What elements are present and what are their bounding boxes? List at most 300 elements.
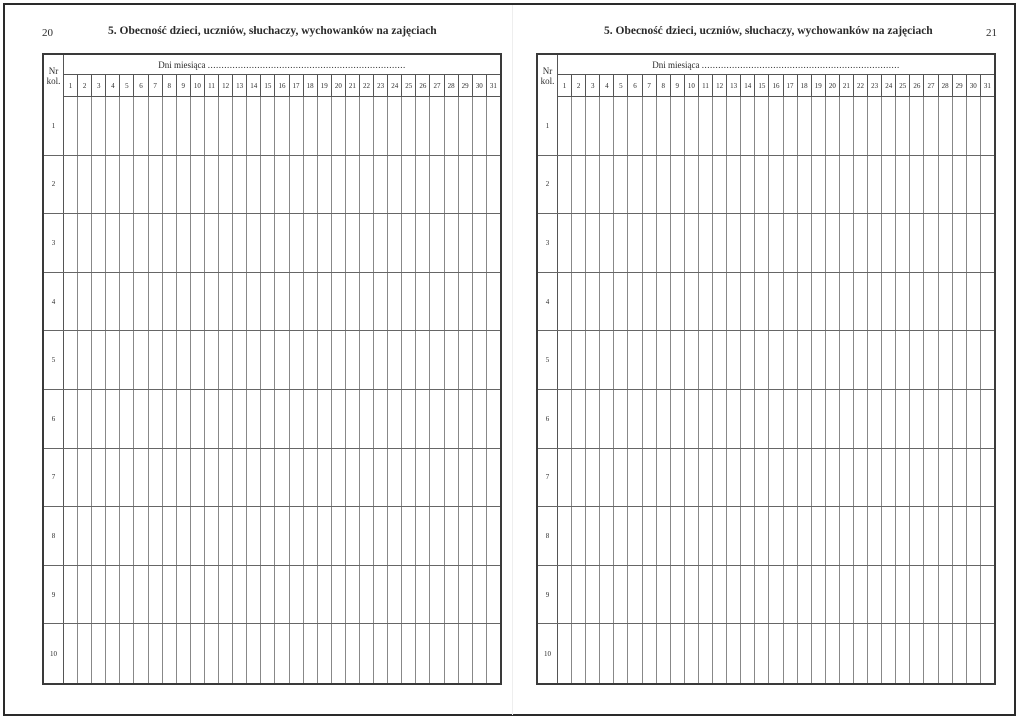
attendance-cell[interactable] xyxy=(133,624,147,683)
attendance-cell[interactable] xyxy=(472,331,486,389)
attendance-cell[interactable] xyxy=(458,273,472,331)
attendance-cell[interactable] xyxy=(811,624,825,683)
attendance-cell[interactable] xyxy=(726,390,740,448)
attendance-cell[interactable] xyxy=(839,566,853,624)
attendance-cell[interactable] xyxy=(585,507,599,565)
attendance-cell[interactable] xyxy=(740,449,754,507)
attendance-cell[interactable] xyxy=(726,156,740,214)
attendance-cell[interactable] xyxy=(613,156,627,214)
attendance-cell[interactable] xyxy=(289,273,303,331)
attendance-cell[interactable] xyxy=(317,214,331,272)
attendance-cell[interactable] xyxy=(670,390,684,448)
attendance-cell[interactable] xyxy=(571,331,585,389)
attendance-cell[interactable] xyxy=(768,624,782,683)
attendance-cell[interactable] xyxy=(712,156,726,214)
attendance-cell[interactable] xyxy=(754,390,768,448)
attendance-cell[interactable] xyxy=(148,273,162,331)
attendance-cell[interactable] xyxy=(980,624,994,683)
attendance-cell[interactable] xyxy=(923,507,937,565)
attendance-cell[interactable] xyxy=(825,214,839,272)
attendance-cell[interactable] xyxy=(148,507,162,565)
attendance-cell[interactable] xyxy=(754,449,768,507)
attendance-cell[interactable] xyxy=(444,624,458,683)
attendance-cell[interactable] xyxy=(712,390,726,448)
attendance-cell[interactable] xyxy=(119,331,133,389)
attendance-cell[interactable] xyxy=(64,566,77,624)
attendance-cell[interactable] xyxy=(558,97,571,155)
attendance-cell[interactable] xyxy=(218,449,232,507)
attendance-cell[interactable] xyxy=(77,97,91,155)
attendance-cell[interactable] xyxy=(783,507,797,565)
attendance-cell[interactable] xyxy=(867,390,881,448)
attendance-cell[interactable] xyxy=(740,156,754,214)
attendance-cell[interactable] xyxy=(909,156,923,214)
attendance-cell[interactable] xyxy=(317,273,331,331)
attendance-cell[interactable] xyxy=(825,390,839,448)
attendance-cell[interactable] xyxy=(387,273,401,331)
attendance-cell[interactable] xyxy=(91,156,105,214)
attendance-cell[interactable] xyxy=(881,156,895,214)
attendance-cell[interactable] xyxy=(980,566,994,624)
attendance-cell[interactable] xyxy=(429,97,443,155)
attendance-cell[interactable] xyxy=(64,156,77,214)
attendance-cell[interactable] xyxy=(656,273,670,331)
attendance-cell[interactable] xyxy=(387,449,401,507)
attendance-cell[interactable] xyxy=(91,449,105,507)
attendance-cell[interactable] xyxy=(895,97,909,155)
attendance-cell[interactable] xyxy=(274,273,288,331)
attendance-cell[interactable] xyxy=(613,624,627,683)
attendance-cell[interactable] xyxy=(783,331,797,389)
attendance-cell[interactable] xyxy=(401,97,415,155)
attendance-cell[interactable] xyxy=(627,566,641,624)
attendance-cell[interactable] xyxy=(77,156,91,214)
attendance-cell[interactable] xyxy=(825,273,839,331)
attendance-cell[interactable] xyxy=(811,507,825,565)
attendance-cell[interactable] xyxy=(232,507,246,565)
attendance-cell[interactable] xyxy=(839,507,853,565)
attendance-cell[interactable] xyxy=(486,390,500,448)
attendance-cell[interactable] xyxy=(881,507,895,565)
attendance-cell[interactable] xyxy=(77,449,91,507)
attendance-cell[interactable] xyxy=(698,449,712,507)
attendance-cell[interactable] xyxy=(613,331,627,389)
attendance-cell[interactable] xyxy=(472,390,486,448)
attendance-cell[interactable] xyxy=(204,331,218,389)
attendance-cell[interactable] xyxy=(260,331,274,389)
attendance-cell[interactable] xyxy=(162,624,176,683)
attendance-cell[interactable] xyxy=(627,390,641,448)
attendance-cell[interactable] xyxy=(232,214,246,272)
attendance-cell[interactable] xyxy=(429,214,443,272)
attendance-cell[interactable] xyxy=(148,97,162,155)
attendance-cell[interactable] xyxy=(190,624,204,683)
attendance-cell[interactable] xyxy=(980,214,994,272)
attendance-cell[interactable] xyxy=(966,156,980,214)
attendance-cell[interactable] xyxy=(571,566,585,624)
attendance-cell[interactable] xyxy=(204,566,218,624)
attendance-cell[interactable] xyxy=(387,156,401,214)
attendance-cell[interactable] xyxy=(740,97,754,155)
attendance-cell[interactable] xyxy=(429,449,443,507)
attendance-cell[interactable] xyxy=(190,97,204,155)
attendance-cell[interactable] xyxy=(768,390,782,448)
attendance-cell[interactable] xyxy=(176,566,190,624)
attendance-cell[interactable] xyxy=(133,97,147,155)
attendance-cell[interactable] xyxy=(274,507,288,565)
attendance-cell[interactable] xyxy=(712,97,726,155)
attendance-cell[interactable] xyxy=(938,156,952,214)
attendance-cell[interactable] xyxy=(656,156,670,214)
attendance-cell[interactable] xyxy=(627,331,641,389)
attendance-cell[interactable] xyxy=(345,273,359,331)
attendance-cell[interactable] xyxy=(881,273,895,331)
attendance-cell[interactable] xyxy=(811,390,825,448)
attendance-cell[interactable] xyxy=(571,624,585,683)
attendance-cell[interactable] xyxy=(472,624,486,683)
attendance-cell[interactable] xyxy=(387,331,401,389)
attendance-cell[interactable] xyxy=(684,331,698,389)
attendance-cell[interactable] xyxy=(91,273,105,331)
attendance-cell[interactable] xyxy=(162,273,176,331)
attendance-cell[interactable] xyxy=(797,214,811,272)
attendance-cell[interactable] xyxy=(670,624,684,683)
attendance-cell[interactable] xyxy=(613,273,627,331)
attendance-cell[interactable] xyxy=(966,449,980,507)
attendance-cell[interactable] xyxy=(119,97,133,155)
attendance-cell[interactable] xyxy=(345,507,359,565)
attendance-cell[interactable] xyxy=(260,214,274,272)
attendance-cell[interactable] xyxy=(415,273,429,331)
attendance-cell[interactable] xyxy=(952,214,966,272)
attendance-cell[interactable] xyxy=(204,214,218,272)
attendance-cell[interactable] xyxy=(246,566,260,624)
attendance-cell[interactable] xyxy=(642,156,656,214)
attendance-cell[interactable] xyxy=(698,331,712,389)
attendance-cell[interactable] xyxy=(571,507,585,565)
attendance-cell[interactable] xyxy=(317,449,331,507)
attendance-cell[interactable] xyxy=(472,507,486,565)
attendance-cell[interactable] xyxy=(684,507,698,565)
attendance-cell[interactable] xyxy=(825,566,839,624)
attendance-cell[interactable] xyxy=(204,507,218,565)
attendance-cell[interactable] xyxy=(274,331,288,389)
attendance-cell[interactable] xyxy=(190,449,204,507)
attendance-cell[interactable] xyxy=(754,624,768,683)
attendance-cell[interactable] xyxy=(627,214,641,272)
attendance-cell[interactable] xyxy=(148,624,162,683)
attendance-cell[interactable] xyxy=(558,273,571,331)
attendance-cell[interactable] xyxy=(670,331,684,389)
attendance-cell[interactable] xyxy=(783,97,797,155)
attendance-cell[interactable] xyxy=(162,390,176,448)
attendance-cell[interactable] xyxy=(895,331,909,389)
attendance-cell[interactable] xyxy=(839,449,853,507)
attendance-cell[interactable] xyxy=(966,331,980,389)
attendance-cell[interactable] xyxy=(401,507,415,565)
attendance-cell[interactable] xyxy=(797,624,811,683)
attendance-cell[interactable] xyxy=(698,273,712,331)
attendance-cell[interactable] xyxy=(558,156,571,214)
attendance-cell[interactable] xyxy=(839,390,853,448)
attendance-cell[interactable] xyxy=(303,97,317,155)
attendance-cell[interactable] xyxy=(105,214,119,272)
attendance-cell[interactable] xyxy=(289,214,303,272)
attendance-cell[interactable] xyxy=(740,566,754,624)
attendance-cell[interactable] xyxy=(698,390,712,448)
attendance-cell[interactable] xyxy=(232,273,246,331)
attendance-cell[interactable] xyxy=(656,566,670,624)
attendance-cell[interactable] xyxy=(105,566,119,624)
attendance-cell[interactable] xyxy=(811,449,825,507)
attendance-cell[interactable] xyxy=(218,566,232,624)
attendance-cell[interactable] xyxy=(119,449,133,507)
attendance-cell[interactable] xyxy=(952,331,966,389)
attendance-cell[interactable] xyxy=(754,97,768,155)
attendance-cell[interactable] xyxy=(783,156,797,214)
attendance-cell[interactable] xyxy=(458,507,472,565)
attendance-cell[interactable] xyxy=(853,507,867,565)
attendance-cell[interactable] xyxy=(783,449,797,507)
attendance-cell[interactable] xyxy=(345,97,359,155)
attendance-cell[interactable] xyxy=(232,566,246,624)
attendance-cell[interactable] xyxy=(571,97,585,155)
attendance-cell[interactable] xyxy=(740,273,754,331)
attendance-cell[interactable] xyxy=(867,566,881,624)
attendance-cell[interactable] xyxy=(486,273,500,331)
attendance-cell[interactable] xyxy=(783,390,797,448)
attendance-cell[interactable] xyxy=(783,566,797,624)
attendance-cell[interactable] xyxy=(768,449,782,507)
attendance-cell[interactable] xyxy=(825,331,839,389)
attendance-cell[interactable] xyxy=(783,624,797,683)
attendance-cell[interactable] xyxy=(768,273,782,331)
attendance-cell[interactable] xyxy=(853,214,867,272)
attendance-cell[interactable] xyxy=(712,273,726,331)
attendance-cell[interactable] xyxy=(317,156,331,214)
attendance-cell[interactable] xyxy=(91,624,105,683)
attendance-cell[interactable] xyxy=(133,273,147,331)
attendance-cell[interactable] xyxy=(91,566,105,624)
attendance-cell[interactable] xyxy=(670,214,684,272)
attendance-cell[interactable] xyxy=(585,273,599,331)
attendance-cell[interactable] xyxy=(684,156,698,214)
attendance-cell[interactable] xyxy=(204,156,218,214)
attendance-cell[interactable] xyxy=(331,214,345,272)
attendance-cell[interactable] xyxy=(77,214,91,272)
attendance-cell[interactable] xyxy=(289,156,303,214)
attendance-cell[interactable] xyxy=(176,449,190,507)
attendance-cell[interactable] xyxy=(952,624,966,683)
attendance-cell[interactable] xyxy=(331,390,345,448)
attendance-cell[interactable] xyxy=(952,97,966,155)
attendance-cell[interactable] xyxy=(684,624,698,683)
attendance-cell[interactable] xyxy=(558,390,571,448)
attendance-cell[interactable] xyxy=(825,156,839,214)
attendance-cell[interactable] xyxy=(726,214,740,272)
attendance-cell[interactable] xyxy=(952,390,966,448)
attendance-cell[interactable] xyxy=(373,331,387,389)
attendance-cell[interactable] xyxy=(444,156,458,214)
attendance-cell[interactable] xyxy=(938,331,952,389)
attendance-cell[interactable] xyxy=(260,97,274,155)
attendance-cell[interactable] xyxy=(938,449,952,507)
attendance-cell[interactable] xyxy=(627,156,641,214)
attendance-cell[interactable] xyxy=(162,507,176,565)
attendance-cell[interactable] xyxy=(232,331,246,389)
attendance-cell[interactable] xyxy=(853,566,867,624)
attendance-cell[interactable] xyxy=(415,214,429,272)
attendance-cell[interactable] xyxy=(585,390,599,448)
attendance-cell[interactable] xyxy=(684,214,698,272)
attendance-cell[interactable] xyxy=(246,624,260,683)
attendance-cell[interactable] xyxy=(359,214,373,272)
attendance-cell[interactable] xyxy=(401,449,415,507)
attendance-cell[interactable] xyxy=(246,273,260,331)
attendance-cell[interactable] xyxy=(825,507,839,565)
attendance-cell[interactable] xyxy=(656,624,670,683)
attendance-cell[interactable] xyxy=(246,156,260,214)
attendance-cell[interactable] xyxy=(458,449,472,507)
attendance-cell[interactable] xyxy=(274,214,288,272)
attendance-cell[interactable] xyxy=(853,624,867,683)
attendance-cell[interactable] xyxy=(895,507,909,565)
attendance-cell[interactable] xyxy=(218,624,232,683)
attendance-cell[interactable] xyxy=(274,156,288,214)
attendance-cell[interactable] xyxy=(77,273,91,331)
attendance-cell[interactable] xyxy=(162,214,176,272)
attendance-cell[interactable] xyxy=(119,214,133,272)
attendance-cell[interactable] xyxy=(387,507,401,565)
attendance-cell[interactable] xyxy=(909,214,923,272)
attendance-cell[interactable] xyxy=(952,273,966,331)
attendance-cell[interactable] xyxy=(783,214,797,272)
attendance-cell[interactable] xyxy=(176,214,190,272)
attendance-cell[interactable] xyxy=(938,97,952,155)
attendance-cell[interactable] xyxy=(656,214,670,272)
attendance-cell[interactable] xyxy=(64,624,77,683)
attendance-cell[interactable] xyxy=(698,624,712,683)
attendance-cell[interactable] xyxy=(444,566,458,624)
attendance-cell[interactable] xyxy=(401,156,415,214)
attendance-cell[interactable] xyxy=(895,214,909,272)
attendance-cell[interactable] xyxy=(119,566,133,624)
attendance-cell[interactable] xyxy=(415,331,429,389)
attendance-cell[interactable] xyxy=(232,156,246,214)
attendance-cell[interactable] xyxy=(472,566,486,624)
attendance-cell[interactable] xyxy=(613,390,627,448)
attendance-cell[interactable] xyxy=(712,566,726,624)
attendance-cell[interactable] xyxy=(232,449,246,507)
attendance-cell[interactable] xyxy=(966,624,980,683)
attendance-cell[interactable] xyxy=(881,331,895,389)
attendance-cell[interactable] xyxy=(444,390,458,448)
attendance-cell[interactable] xyxy=(627,97,641,155)
attendance-cell[interactable] xyxy=(359,624,373,683)
attendance-cell[interactable] xyxy=(176,156,190,214)
attendance-cell[interactable] xyxy=(740,507,754,565)
attendance-cell[interactable] xyxy=(218,273,232,331)
attendance-cell[interactable] xyxy=(966,507,980,565)
attendance-cell[interactable] xyxy=(486,624,500,683)
attendance-cell[interactable] xyxy=(797,97,811,155)
attendance-cell[interactable] xyxy=(162,566,176,624)
attendance-cell[interactable] xyxy=(458,214,472,272)
attendance-cell[interactable] xyxy=(458,156,472,214)
attendance-cell[interactable] xyxy=(585,566,599,624)
attendance-cell[interactable] xyxy=(331,507,345,565)
attendance-cell[interactable] xyxy=(853,97,867,155)
attendance-cell[interactable] xyxy=(162,97,176,155)
attendance-cell[interactable] xyxy=(401,273,415,331)
attendance-cell[interactable] xyxy=(726,273,740,331)
attendance-cell[interactable] xyxy=(444,273,458,331)
attendance-cell[interactable] xyxy=(162,331,176,389)
attendance-cell[interactable] xyxy=(909,390,923,448)
attendance-cell[interactable] xyxy=(754,566,768,624)
attendance-cell[interactable] xyxy=(656,449,670,507)
attendance-cell[interactable] xyxy=(656,331,670,389)
attendance-cell[interactable] xyxy=(317,97,331,155)
attendance-cell[interactable] xyxy=(754,273,768,331)
attendance-cell[interactable] xyxy=(359,273,373,331)
attendance-cell[interactable] xyxy=(359,97,373,155)
attendance-cell[interactable] xyxy=(218,331,232,389)
attendance-cell[interactable] xyxy=(373,273,387,331)
attendance-cell[interactable] xyxy=(909,97,923,155)
attendance-cell[interactable] xyxy=(585,97,599,155)
attendance-cell[interactable] xyxy=(642,97,656,155)
attendance-cell[interactable] xyxy=(867,156,881,214)
attendance-cell[interactable] xyxy=(401,214,415,272)
attendance-cell[interactable] xyxy=(740,390,754,448)
attendance-cell[interactable] xyxy=(642,624,656,683)
attendance-cell[interactable] xyxy=(839,331,853,389)
attendance-cell[interactable] xyxy=(472,214,486,272)
attendance-cell[interactable] xyxy=(359,331,373,389)
attendance-cell[interactable] xyxy=(105,507,119,565)
attendance-cell[interactable] xyxy=(458,97,472,155)
attendance-cell[interactable] xyxy=(176,273,190,331)
attendance-cell[interactable] xyxy=(119,273,133,331)
attendance-cell[interactable] xyxy=(331,273,345,331)
attendance-cell[interactable] xyxy=(218,507,232,565)
attendance-cell[interactable] xyxy=(359,566,373,624)
attendance-cell[interactable] xyxy=(895,449,909,507)
attendance-cell[interactable] xyxy=(119,156,133,214)
attendance-cell[interactable] xyxy=(429,156,443,214)
attendance-cell[interactable] xyxy=(190,156,204,214)
attendance-cell[interactable] xyxy=(260,273,274,331)
attendance-cell[interactable] xyxy=(923,97,937,155)
attendance-cell[interactable] xyxy=(119,390,133,448)
attendance-cell[interactable] xyxy=(783,273,797,331)
attendance-cell[interactable] xyxy=(415,624,429,683)
attendance-cell[interactable] xyxy=(359,156,373,214)
attendance-cell[interactable] xyxy=(895,156,909,214)
attendance-cell[interactable] xyxy=(331,156,345,214)
attendance-cell[interactable] xyxy=(444,507,458,565)
attendance-cell[interactable] xyxy=(712,624,726,683)
attendance-cell[interactable] xyxy=(867,331,881,389)
attendance-cell[interactable] xyxy=(797,390,811,448)
attendance-cell[interactable] xyxy=(64,273,77,331)
attendance-cell[interactable] xyxy=(458,331,472,389)
attendance-cell[interactable] xyxy=(571,390,585,448)
attendance-cell[interactable] xyxy=(373,390,387,448)
attendance-cell[interactable] xyxy=(176,390,190,448)
attendance-cell[interactable] xyxy=(938,390,952,448)
